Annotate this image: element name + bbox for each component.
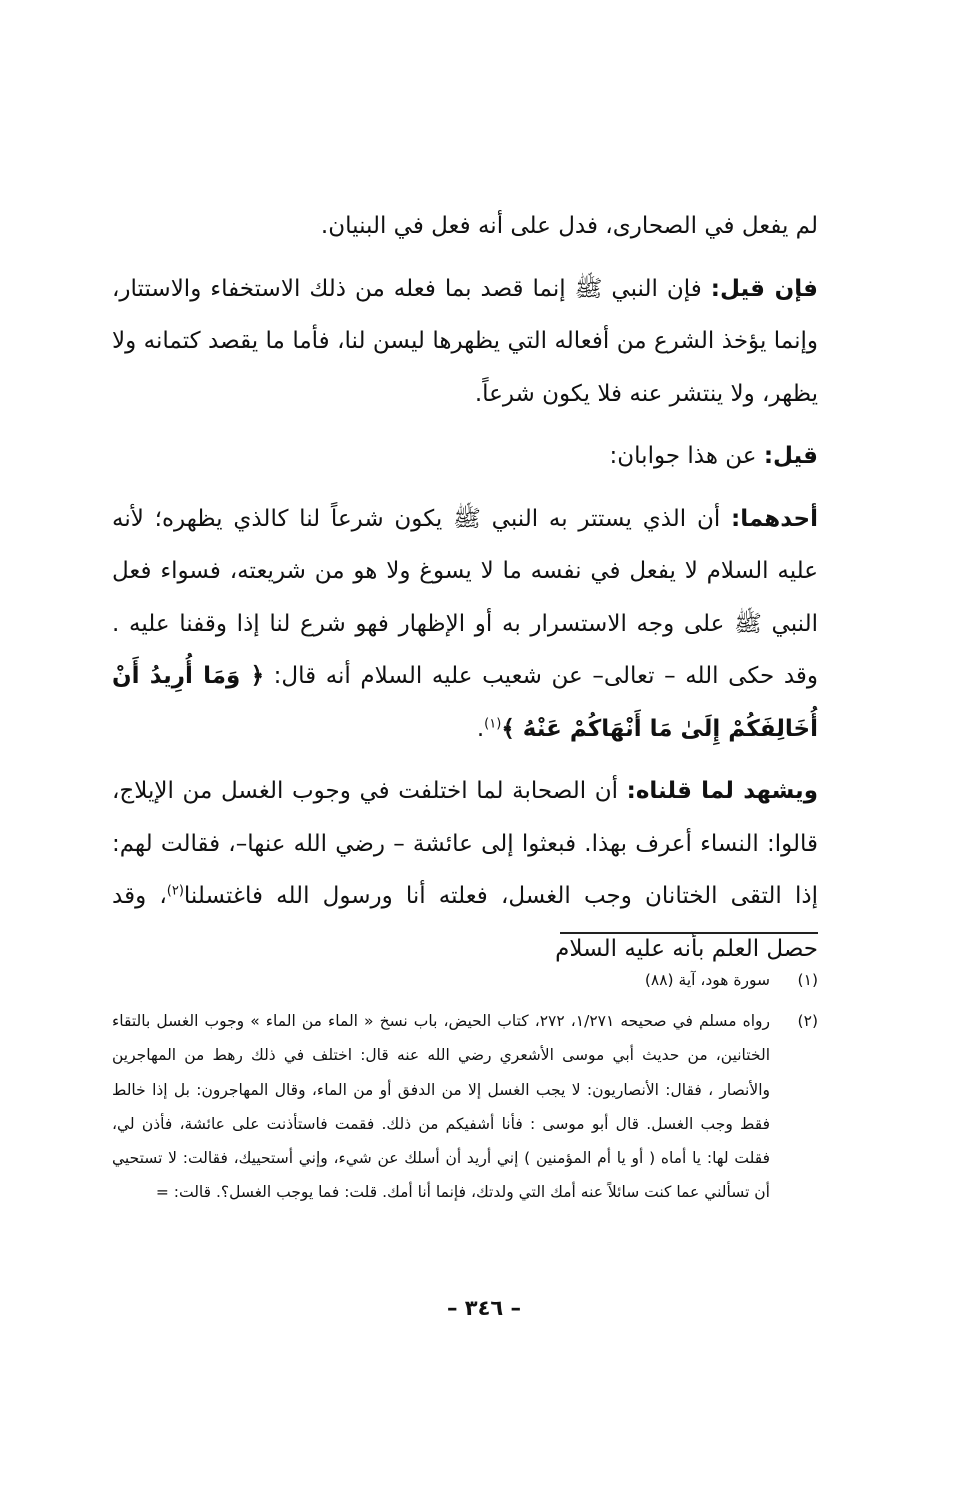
paragraph-2-text: فإن النبي ﷺ إنما قصد بما فعله من ذلك الاستخفاء والاستتار، وإنما يؤخذ الشرع من أفعاله التي يظهرها ليسن لنا، فأما ما يقصد كتمانه ولا يظهر، ولا ينتشر عنه فلا يكون شرعاً. xyxy=(112,275,818,407)
paragraph-5 xyxy=(112,765,818,975)
footnote-ref-1: (١) xyxy=(484,715,502,731)
paragraph-2-lead: فإن قيل: xyxy=(710,275,818,302)
paragraph-3-lead: قيل: xyxy=(763,443,818,469)
paragraph-4-text: أن الذي يستتر به النبي ﷺ يكون شرعاً لنا كالذي يظهره؛ لأنه عليه السلام لا يفعل في نفسه ما لا يسوغ ولا هو من شريعته، فسواء فعل النبي ﷺ على وجه الاستسرار به أو الإظهار فهو شرع لنا إذا وقفنا عليه . وقد حكى الله – تعالى– عن شعيب عليه السلام أنه قال: xyxy=(112,505,818,689)
quran-verse: ﴿ وَمَا أُرِيدُ أَنْ أُخَالِفَكُمْ إِلَىٰ مَا أَنْهَاكُمْ عَنْهُ ﴾ xyxy=(112,663,818,742)
paragraph-1 xyxy=(112,200,818,253)
footnote-2-number: (٢) xyxy=(797,1012,818,1031)
page-number: – ٣٤٦ – xyxy=(446,1296,522,1320)
main-text xyxy=(112,200,818,985)
footnote-divider xyxy=(560,932,818,934)
footnote-1 xyxy=(112,963,818,997)
paragraph-5-text: أن الصحابة لما اختلفت في وجوب الغسل من الإيلاج، قالوا: النساء أعرف بهذا. فبعثوا إلى عائشة – رضي الله عنها–، فقالت لهم: إذا التقى الختانان وجب الغسل، فعلته أنا ورسول الله فاغتسلنا xyxy=(112,778,818,909)
footnotes xyxy=(112,963,818,1216)
footnote-ref-2: (٢) xyxy=(166,883,184,899)
footnote-2-text: رواه مسلم في صحيحه ١/٢٧١، ٢٧٢، كتاب الحيض، باب نسخ « الماء من الماء » وجوب الغسل بالتقاء الختانين، من حديث أبي موسى الأشعري رضي الله عنه قال: اختلف في ذلك رهط من المهاجرين والأنصار ، فقال: الأنصاريون: لا يجب الغسل إلا من الدفق أو من الماء، وقال المهاجرون: بل إذا خالط فقط وجب الغسل. قال أبو موسى : فأنا أشفيكم من ذلك. فقمت فاستأذنت على عائشة، فأذن لي، فقلت لها: يا أماه ( أو يا أم المؤمنين ) إني أريد أن أسلك عن شيء، وإني أستحييك، فقالت: لا تستحيي أن تسألني عما كنت سائلاً عنه أمك التي ولدتك، فإنما أنا أمك. قلت: فما يوجب الغسل؟. قالت: = xyxy=(112,1012,771,1202)
paragraph-5-end: ، وقد حصل العلم بأنه عليه السلام xyxy=(112,883,818,962)
paragraph-3 xyxy=(112,430,818,483)
paragraph-1-text: لم يفعل في الصحارى، فدل على أنه فعل في البنيان. xyxy=(320,213,818,239)
paragraph-4-end: . xyxy=(476,715,485,742)
footnote-1-number: (١) xyxy=(797,971,818,989)
footnote-2 xyxy=(112,1004,818,1209)
paragraph-3-text: عن هذا جوابان: xyxy=(609,443,764,469)
paragraph-4-lead: أحدهما: xyxy=(731,505,818,532)
paragraph-2 xyxy=(112,263,818,421)
footnote-1-text: سورة هود، آية (٨٨) xyxy=(644,971,770,989)
paragraph-4 xyxy=(112,493,818,756)
paragraph-5-lead: ويشهد لما قلناه: xyxy=(626,778,818,804)
